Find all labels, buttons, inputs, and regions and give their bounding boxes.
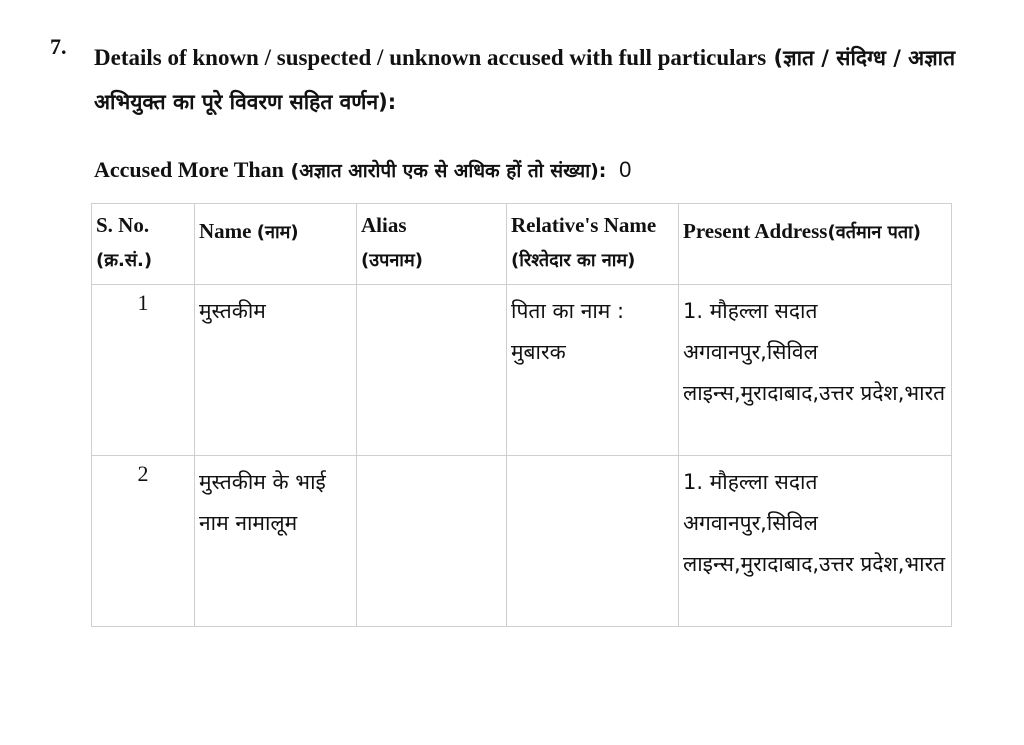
header-address <box>679 204 952 285</box>
cell-relative: पिता का नाम : मुबारक <box>507 285 679 456</box>
header-alias <box>357 204 507 285</box>
cell-address: 1. मौहल्ला सदात अगवानपुर,सिविल लाइन्स,मुरादाबाद,उत्तर प्रदेश,भारत <box>679 285 952 456</box>
cell-name: मुस्तकीम <box>195 285 357 456</box>
cell-alias <box>357 456 507 627</box>
cell-sno: 1 <box>92 285 195 456</box>
section-heading-en: Details of known / suspected / unknown accused with full particulars <box>94 45 767 70</box>
header-relative <box>507 204 679 285</box>
cell-alias <box>357 285 507 456</box>
header-address-en: Present Address <box>683 219 828 243</box>
accused-more-than-value: 0 <box>619 157 632 182</box>
accused-table <box>91 203 952 627</box>
header-name-en: Name <box>199 219 252 243</box>
table-row <box>92 456 952 627</box>
accused-more-than-label-hi: (अज्ञात आरोपी एक से अधिक हों तो संख्या): <box>290 160 607 182</box>
section-heading-hi: (ज्ञात / संदिग्ध / अज्ञात अभियुक्त का पूरे विवरण सहित वर्णन): <box>94 46 956 114</box>
table-row <box>92 285 952 456</box>
header-relative-hi: (रिश्तेदार का नाम) <box>511 250 636 271</box>
header-alias-en: Alias <box>361 213 407 237</box>
table-header-row <box>92 204 952 285</box>
accused-more-than-line <box>94 152 631 189</box>
cell-relative <box>507 456 679 627</box>
section-number: 7. <box>50 34 67 59</box>
header-relative-en: Relative's Name <box>511 213 657 237</box>
cell-sno: 2 <box>92 456 195 627</box>
header-sno-hi: (क्र.सं.) <box>96 250 153 271</box>
header-address-hi: (वर्तमान पता) <box>827 222 922 243</box>
accused-more-than-label-en: Accused More Than <box>94 157 284 182</box>
header-sno-en: S. No. <box>96 213 150 237</box>
header-name <box>195 204 357 285</box>
header-alias-hi: (उपनाम) <box>361 250 423 271</box>
section-heading <box>94 36 974 124</box>
header-name-hi: (नाम) <box>256 222 299 243</box>
header-sno <box>92 204 195 285</box>
cell-address: 1. मौहल्ला सदात अगवानपुर,सिविल लाइन्स,मुरादाबाद,उत्तर प्रदेश,भारत <box>679 456 952 627</box>
cell-name: मुस्तकीम के भाई नाम नामालूम <box>195 456 357 627</box>
